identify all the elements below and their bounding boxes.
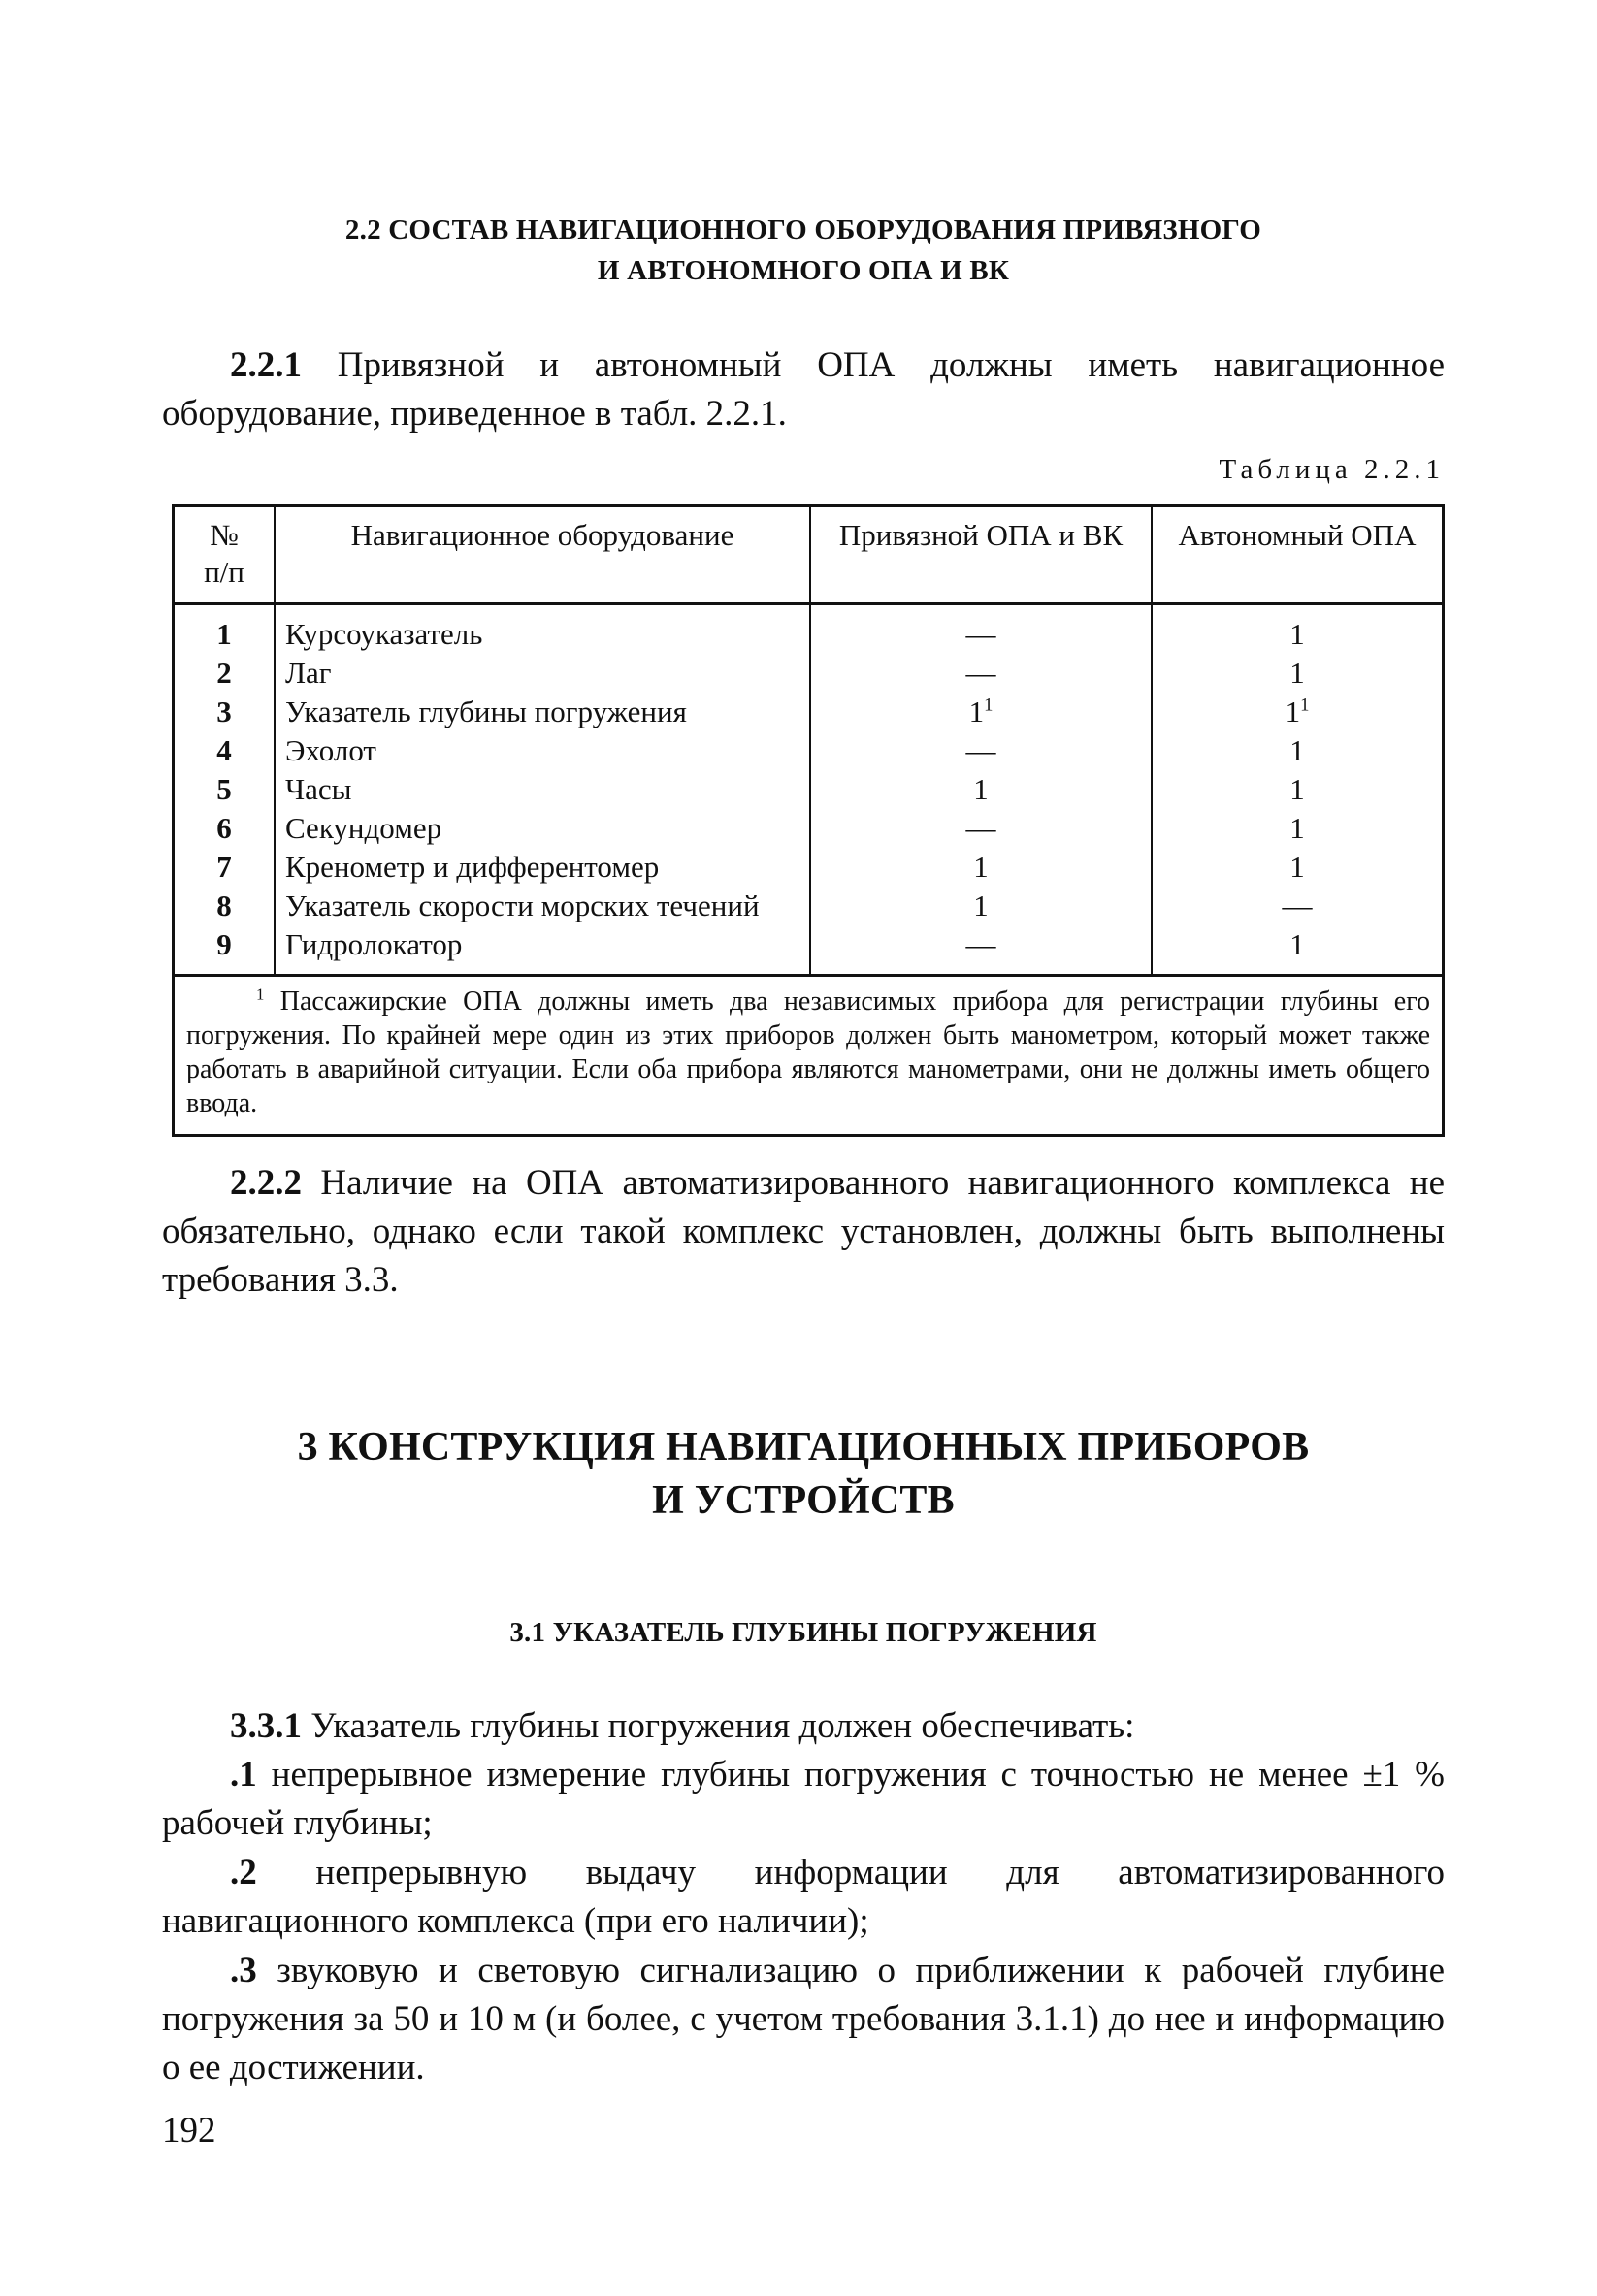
list-item-text: непрерывное измерение глубины погружения с точностью не менее ±1 % рабочей глубины; bbox=[162, 1755, 1445, 1843]
row-autonomous-value: 1 bbox=[1152, 848, 1444, 887]
list-item-1 bbox=[162, 1751, 1445, 1848]
row-autonomous-value: 1 bbox=[1152, 604, 1444, 655]
list-item-2 bbox=[162, 1849, 1445, 1946]
list-item-number: .2 bbox=[230, 1853, 257, 1892]
header-num-line1: № bbox=[210, 518, 239, 552]
table-row bbox=[174, 693, 1444, 731]
paragraph-2-2-2 bbox=[162, 1159, 1445, 1305]
row-number: 6 bbox=[174, 809, 276, 848]
row-equipment: Гидролокатор bbox=[275, 925, 810, 976]
row-number: 4 bbox=[174, 731, 276, 770]
row-equipment: Часы bbox=[275, 770, 810, 809]
section-2-2-title bbox=[162, 210, 1445, 291]
paragraph-2-2-1 bbox=[162, 341, 1445, 438]
row-autonomous-value bbox=[1152, 693, 1444, 731]
page-number: 192 bbox=[162, 2111, 216, 2150]
row-number: 7 bbox=[174, 848, 276, 887]
header-num bbox=[174, 506, 276, 604]
row-autonomous-value: 1 bbox=[1152, 654, 1444, 693]
row-tethered-value: — bbox=[810, 809, 1152, 848]
list-item-3 bbox=[162, 1947, 1445, 2092]
table-row bbox=[174, 809, 1444, 848]
row-number: 2 bbox=[174, 654, 276, 693]
row-tethered-value: 1 bbox=[810, 887, 1152, 925]
paragraph-number: 2.2.1 bbox=[230, 345, 302, 385]
section-3-1-title: 3.1 УКАЗАТЕЛЬ ГЛУБИНЫ ПОГРУЖЕНИЯ bbox=[509, 1617, 1097, 1648]
table-footnote-row bbox=[174, 976, 1444, 1136]
section-title-line: И АВТОНОМНОГО ОПА И ВК bbox=[597, 255, 1010, 286]
table-row bbox=[174, 731, 1444, 770]
table-row bbox=[174, 604, 1444, 655]
row-number: 8 bbox=[174, 887, 276, 925]
row-equipment: Кренометр и дифферентомер bbox=[275, 848, 810, 887]
navigation-equipment-table bbox=[172, 504, 1445, 1137]
paragraph-text: Указатель глубины погружения должен обеспечивать: bbox=[302, 1706, 1135, 1746]
row-autonomous-value: 1 bbox=[1152, 809, 1444, 848]
row-autonomous-value: — bbox=[1152, 887, 1444, 925]
table-footnote bbox=[174, 976, 1444, 1136]
header-autonomous: Автономный ОПА bbox=[1152, 506, 1444, 604]
chapter-title-line: 3 КОНСТРУКЦИЯ НАВИГАЦИОННЫХ ПРИБОРОВ bbox=[297, 1425, 1310, 1470]
header-num-line2: п/п bbox=[204, 555, 244, 589]
paragraph-number: 2.2.2 bbox=[230, 1163, 302, 1203]
row-tethered-value: — bbox=[810, 731, 1152, 770]
paragraph-text: Наличие на ОПА автоматизированного навигационного комплекса не обязательно, однако если такой комплекс установлен, должны быть выполнены требования 3.3. bbox=[162, 1163, 1445, 1300]
row-tethered-value: 1 bbox=[810, 770, 1152, 809]
paragraph-text: Привязной и автономный ОПА должны иметь навигационное оборудование, приведенное в табл. 2.2.1. bbox=[162, 345, 1445, 434]
table-row bbox=[174, 925, 1444, 976]
row-tethered-value: — bbox=[810, 604, 1152, 655]
chapter-title-line: И УСТРОЙСТВ bbox=[652, 1478, 955, 1523]
table-row bbox=[174, 848, 1444, 887]
row-equipment: Лаг bbox=[275, 654, 810, 693]
list-item-text: звуковую и световую сигнализацию о приближении к рабочей глубине погружения за 50 и 10 м (и более, с учетом требования 3.1.1) до нее и информацию о ее достижении. bbox=[162, 1951, 1445, 2087]
row-tethered-value: — bbox=[810, 925, 1152, 976]
value: 1 bbox=[968, 695, 985, 728]
value: 1 bbox=[1285, 695, 1301, 728]
row-number: 3 bbox=[174, 693, 276, 731]
table-row bbox=[174, 770, 1444, 809]
row-tethered-value: 1 bbox=[810, 848, 1152, 887]
header-tethered: Привязной ОПА и ВК bbox=[810, 506, 1152, 604]
chapter-3-title bbox=[162, 1421, 1445, 1528]
paragraph-number: 3.3.1 bbox=[230, 1706, 302, 1746]
footnote-text: Пассажирские ОПА должны иметь два независимых прибора для регистрации глубины его погружения. По крайней мере один из этих приборов должен быть манометром, который может также работать в аварийной ситуации. Если оба прибора являются манометрами, они не должны иметь общего ввода. bbox=[186, 986, 1430, 1118]
row-number: 1 bbox=[174, 604, 276, 655]
table-row bbox=[174, 654, 1444, 693]
row-equipment: Указатель глубины погружения bbox=[275, 693, 810, 731]
footnote-ref: 1 bbox=[1300, 695, 1310, 716]
list-item-number: .1 bbox=[230, 1755, 257, 1795]
row-equipment: Курсоуказатель bbox=[275, 604, 810, 655]
row-tethered-value: — bbox=[810, 654, 1152, 693]
row-autonomous-value: 1 bbox=[1152, 925, 1444, 976]
row-equipment: Эхолот bbox=[275, 731, 810, 770]
footnote-ref: 1 bbox=[984, 695, 994, 716]
row-number: 9 bbox=[174, 925, 276, 976]
row-number: 5 bbox=[174, 770, 276, 809]
section-title-line: 2.2 СОСТАВ НАВИГАЦИОННОГО ОБОРУДОВАНИЯ ПРИВЯЗНОГО bbox=[344, 214, 1262, 245]
table-header-row bbox=[174, 506, 1444, 604]
table-row bbox=[174, 887, 1444, 925]
list-item-number: .3 bbox=[230, 1951, 257, 1990]
row-equipment: Указатель скорости морских течений bbox=[275, 887, 810, 925]
row-autonomous-value: 1 bbox=[1152, 731, 1444, 770]
row-equipment: Секундомер bbox=[275, 809, 810, 848]
row-autonomous-value: 1 bbox=[1152, 770, 1444, 809]
footnote-mark: 1 bbox=[256, 985, 265, 1004]
table-caption: Таблица 2.2.1 bbox=[1219, 454, 1445, 485]
header-equipment: Навигационное оборудование bbox=[275, 506, 810, 604]
paragraph-3-3-1 bbox=[162, 1702, 1445, 1751]
row-tethered-value bbox=[810, 693, 1152, 731]
list-item-text: непрерывную выдачу информации для автоматизированного навигационного комплекса (при его наличии); bbox=[162, 1853, 1445, 1941]
